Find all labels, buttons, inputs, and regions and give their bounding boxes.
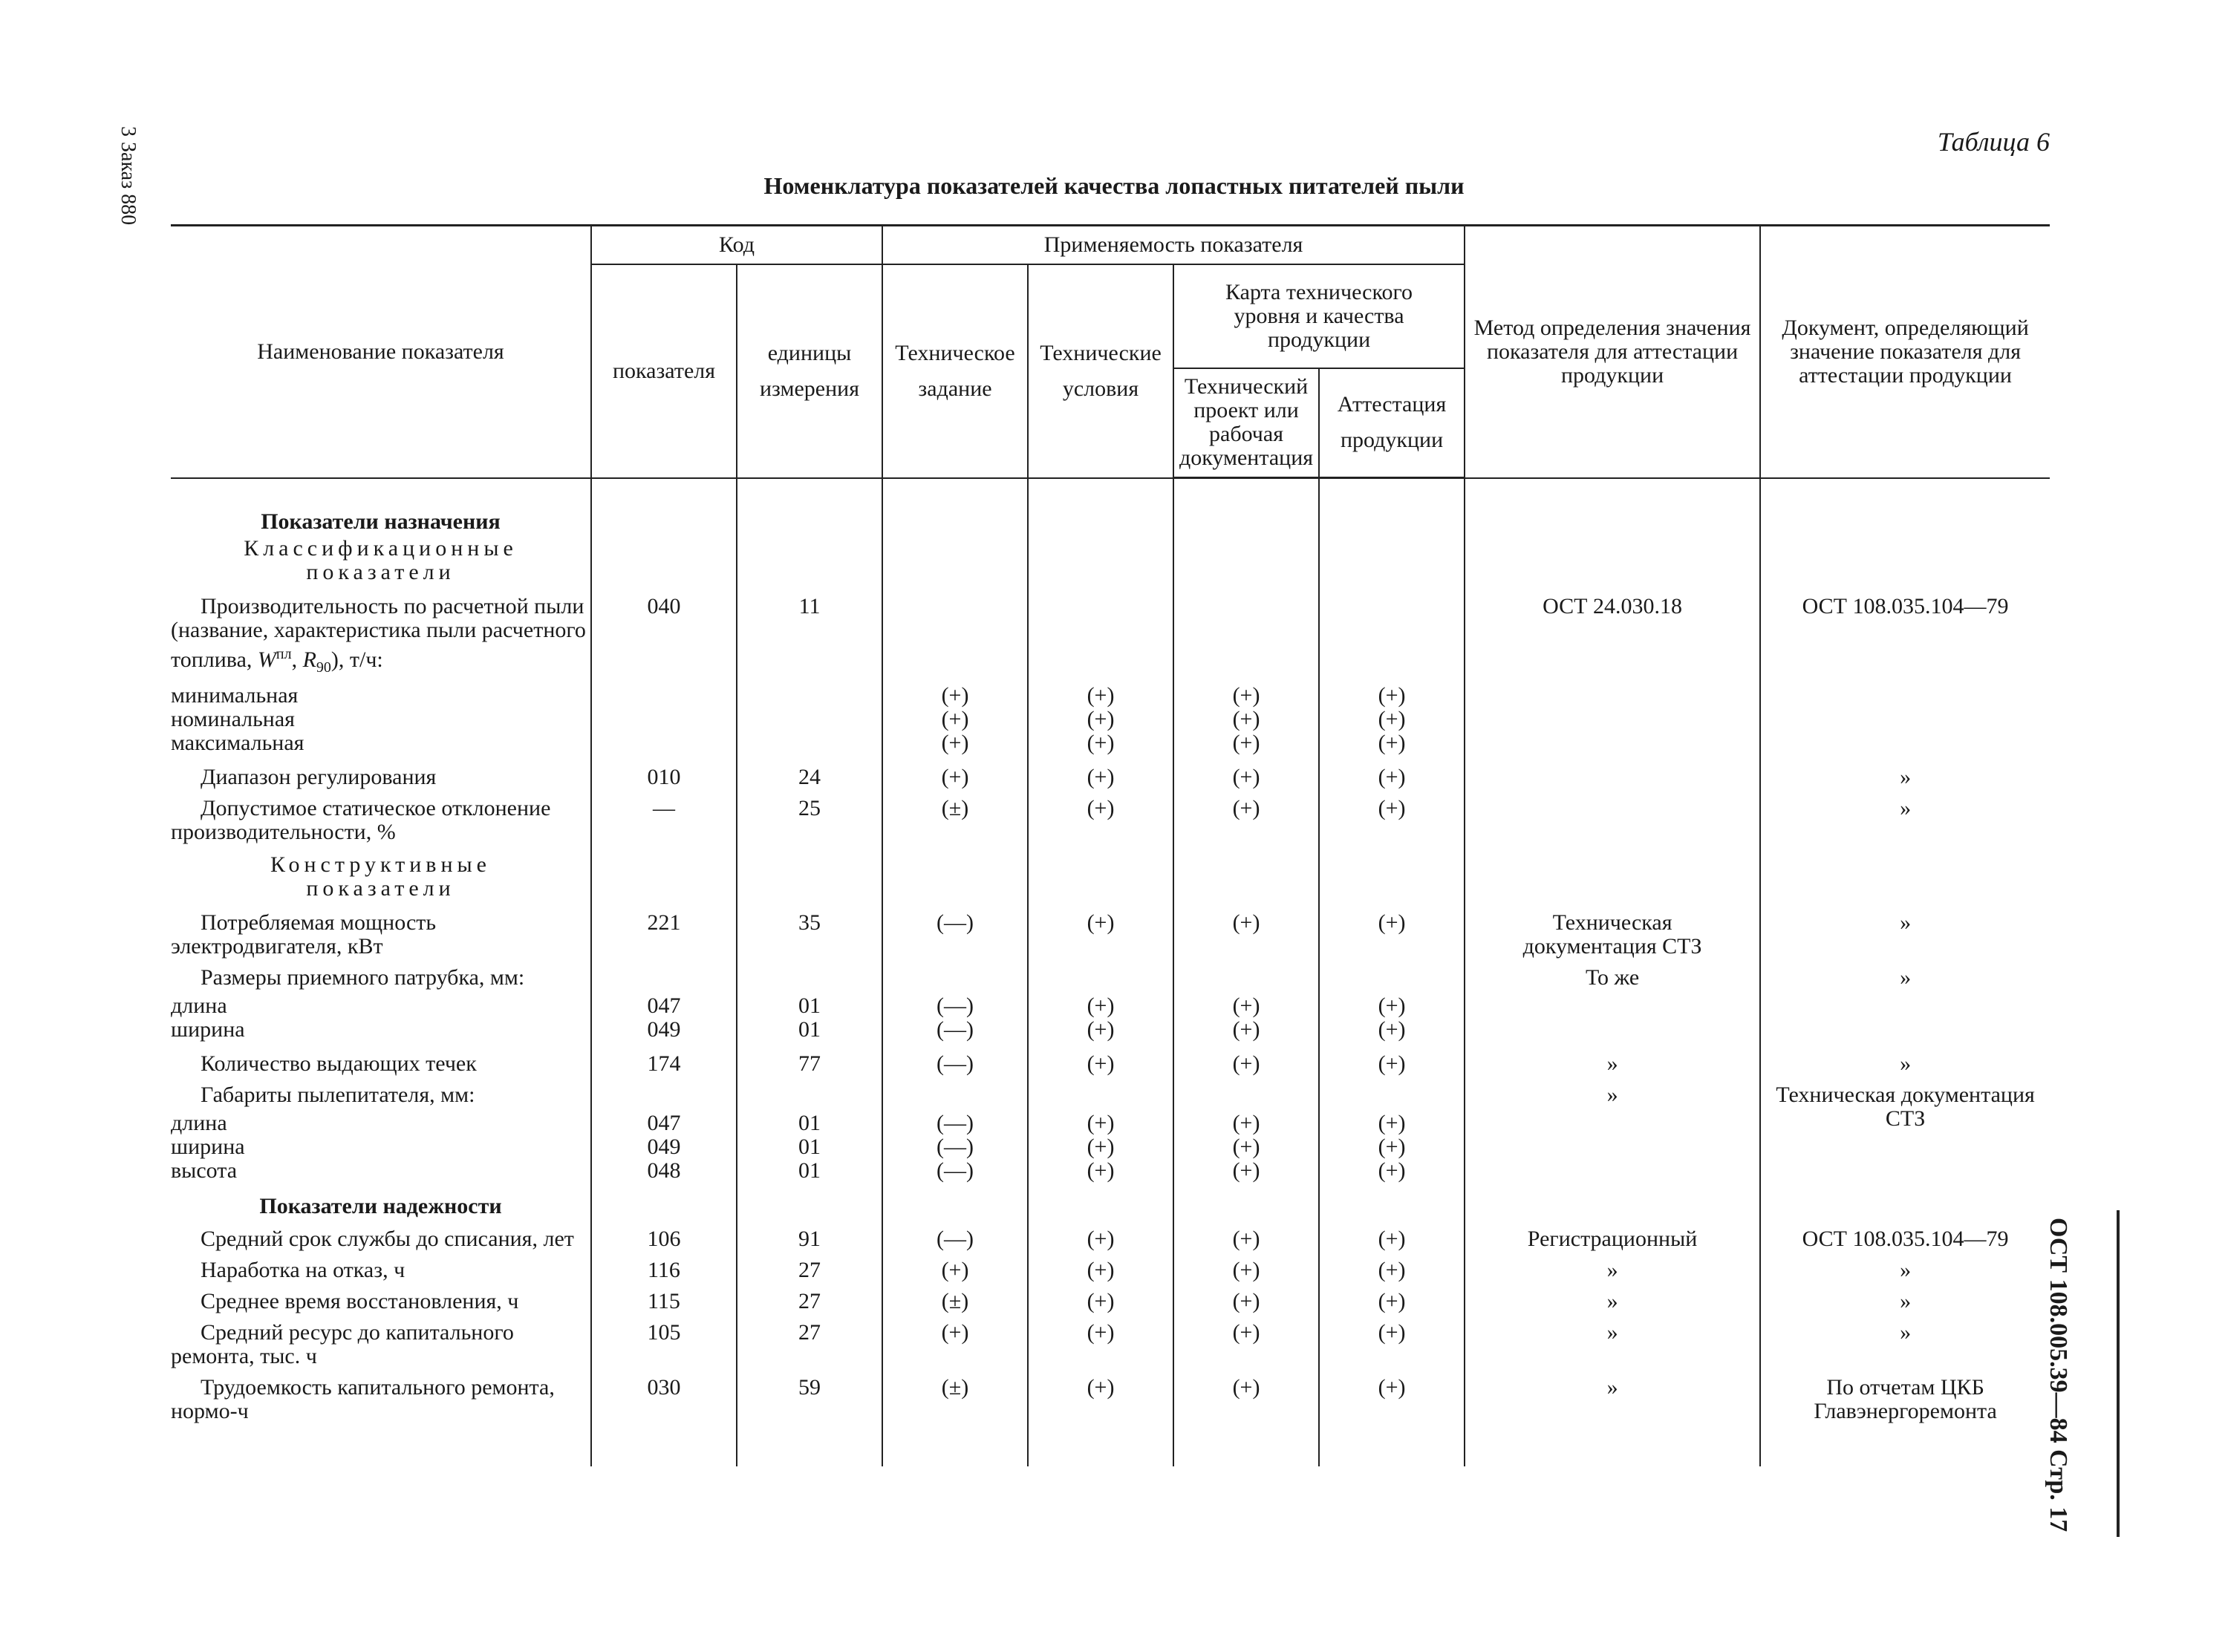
unit-cell: 27 <box>737 1256 882 1287</box>
margin-order-note: 3 Заказ 880 <box>117 126 140 226</box>
code-cell: 049 <box>591 1018 737 1049</box>
at-cell: (+) <box>1319 994 1465 1018</box>
tc-cell: (+) <box>1028 731 1173 763</box>
table-row <box>171 1224 2050 1256</box>
pr-cell: (+) <box>1173 1318 1319 1373</box>
doc-cell: » <box>1760 908 2050 963</box>
doc-cell: Техническая документация СТЗ <box>1760 1080 2050 1135</box>
row-name: Средний срок службы до списания, лет <box>171 1224 591 1256</box>
tt-cell: (—) <box>882 1049 1028 1080</box>
doc-cell: » <box>1760 1287 2050 1318</box>
table-row <box>171 731 2050 763</box>
row-name: Наработка на отказ, ч <box>171 1256 591 1287</box>
tt-cell: (+) <box>882 763 1028 794</box>
header-code-indicator: показателя <box>591 264 737 478</box>
at-cell: (+) <box>1319 1018 1465 1049</box>
at-cell: (+) <box>1319 908 1465 963</box>
row-name-end: ), т/ч: <box>330 647 383 672</box>
table-title: Номенклатура показателей качества лопастных питателей пыли <box>763 172 1465 199</box>
unit-cell: 01 <box>737 1135 882 1159</box>
header-tech-conditions-line2: условия <box>1062 376 1139 401</box>
section-row <box>171 1190 2050 1224</box>
row-name: минимальная <box>171 684 591 708</box>
doc-cell: » <box>1760 963 2050 994</box>
table-row <box>171 994 2050 1018</box>
tc-cell: (+) <box>1028 1018 1173 1049</box>
method-cell: ОСТ 24.030.18 <box>1465 592 1760 684</box>
unit-cell: 77 <box>737 1049 882 1080</box>
method-cell: Техническая документация СТЗ <box>1465 908 1760 963</box>
table-row <box>171 708 2050 731</box>
tc-cell: (+) <box>1028 1318 1173 1373</box>
r-symbol: R <box>302 647 316 672</box>
row-name: Среднее время восстановления, ч <box>171 1287 591 1318</box>
method-cell: » <box>1465 1049 1760 1080</box>
section-purpose: Показатели назначения <box>171 506 591 534</box>
code-cell: 010 <box>591 763 737 794</box>
row-name: Производительность по расчетной пыли (название, характеристика пыли расчетного топлива, $W^{пл}$, $R_{90}$), т/ч: <box>171 592 591 684</box>
tc-cell: (+) <box>1028 1159 1173 1190</box>
header-attestation <box>1319 368 1465 478</box>
unit-cell: 27 <box>737 1318 882 1373</box>
unit-cell: 24 <box>737 763 882 794</box>
r-subscript: 90 <box>316 659 331 676</box>
doc-cell: » <box>1760 794 2050 849</box>
row-name: Допустимое статическое отклонение производительности, % <box>171 794 591 849</box>
row-name-text: Производительность по расчетной пыли (название, характеристика пыли расчетного топлива, <box>171 594 586 672</box>
table-label: Таблица 6 <box>1937 127 2050 157</box>
doc-cell: » <box>1760 1318 2050 1373</box>
row-name: Габариты пылепитателя, мм: <box>171 1080 591 1111</box>
row-name: Количество выдающих течек <box>171 1049 591 1080</box>
w-symbol: W <box>257 647 276 672</box>
pr-cell: (+) <box>1173 1373 1319 1428</box>
table-row <box>171 1049 2050 1080</box>
table-row <box>171 1256 2050 1287</box>
table-row <box>171 1018 2050 1049</box>
pr-cell: (+) <box>1173 908 1319 963</box>
pr-cell: (+) <box>1173 994 1319 1018</box>
header-attestation-line2: продукции <box>1340 428 1444 453</box>
code-cell: 116 <box>591 1256 737 1287</box>
doc-cell: » <box>1760 1256 2050 1287</box>
tc-cell: (+) <box>1028 684 1173 708</box>
code-cell: 049 <box>591 1135 737 1159</box>
tc-cell: (+) <box>1028 794 1173 849</box>
code-cell: 106 <box>591 1224 737 1256</box>
doc-cell: По отчетам ЦКБ Главэнергоремонта <box>1760 1373 2050 1428</box>
method-cell: Регистрационный <box>1465 1224 1760 1256</box>
row-name: ширина <box>171 1018 591 1049</box>
at-cell: (+) <box>1319 1287 1465 1318</box>
pr-cell: (+) <box>1173 794 1319 849</box>
code-cell: 047 <box>591 1111 737 1135</box>
at-cell: (+) <box>1319 1135 1465 1159</box>
pr-cell: (+) <box>1173 763 1319 794</box>
table-row <box>171 684 2050 708</box>
at-cell: (+) <box>1319 1373 1465 1428</box>
tc-cell: (+) <box>1028 1287 1173 1318</box>
row-name: максимальная <box>171 731 591 763</box>
tc-cell: (+) <box>1028 1256 1173 1287</box>
header-tech-conditions <box>1028 264 1173 478</box>
section-row <box>171 849 2050 908</box>
row-name: длина <box>171 994 591 1018</box>
row-name: Средний ресурс до капитального ремонта, тыс. ч <box>171 1318 591 1373</box>
w-superscript: пл <box>276 646 292 662</box>
table-row <box>171 1080 2050 1111</box>
unit-cell: 01 <box>737 1111 882 1135</box>
header-code-group: Код <box>591 226 882 264</box>
tc-cell: (+) <box>1028 708 1173 731</box>
tt-cell: (—) <box>882 1135 1028 1159</box>
row-name: длина <box>171 1111 591 1135</box>
tt-cell: (+) <box>882 731 1028 763</box>
table-row <box>171 1287 2050 1318</box>
unit-cell: 01 <box>737 994 882 1018</box>
doc-cell: ОСТ 108.035.104—79 <box>1760 1224 2050 1256</box>
at-cell: (+) <box>1319 1049 1465 1080</box>
code-cell: 105 <box>591 1318 737 1373</box>
method-cell: » <box>1465 1318 1760 1373</box>
row-name: номинальная <box>171 708 591 731</box>
table-row <box>171 1318 2050 1373</box>
header-method: Метод определения значения показателя для аттестации продукции <box>1465 226 1760 478</box>
tt-cell: (+) <box>882 1256 1028 1287</box>
section-reliability: Показатели надежности <box>171 1190 591 1224</box>
table-row <box>171 1135 2050 1159</box>
table-row <box>171 908 2050 963</box>
tt-cell: (—) <box>882 1159 1028 1190</box>
unit-cell: 01 <box>737 1159 882 1190</box>
code-cell: — <box>591 794 737 849</box>
tc-cell: (+) <box>1028 1373 1173 1428</box>
pr-cell: (+) <box>1173 1287 1319 1318</box>
pr-cell: (+) <box>1173 731 1319 763</box>
tt-cell: (+) <box>882 1318 1028 1373</box>
tc-cell: (+) <box>1028 1224 1173 1256</box>
code-cell: 048 <box>591 1159 737 1190</box>
code-cell: 047 <box>591 994 737 1018</box>
tc-cell: (+) <box>1028 994 1173 1018</box>
row-name: Диапазон регулирования <box>171 763 591 794</box>
at-cell: (+) <box>1319 794 1465 849</box>
doc-cell: » <box>1760 763 2050 794</box>
header-quality-card: Карта технического уровня и качества продукции <box>1173 264 1465 368</box>
pr-cell: (+) <box>1173 684 1319 708</box>
code-cell: 040 <box>591 592 737 684</box>
row-name: ширина <box>171 1135 591 1159</box>
margin-rule <box>2117 1210 2120 1537</box>
method-cell: » <box>1465 1287 1760 1318</box>
tt-cell: (+) <box>882 684 1028 708</box>
at-cell: (+) <box>1319 1111 1465 1135</box>
tt-cell: (—) <box>882 1111 1028 1135</box>
tc-cell: (+) <box>1028 1111 1173 1135</box>
at-cell: (+) <box>1319 731 1465 763</box>
pr-cell: (+) <box>1173 1018 1319 1049</box>
pr-cell: (+) <box>1173 1111 1319 1135</box>
method-cell: » <box>1465 1080 1760 1111</box>
section-constructive: Конструктивные показатели <box>171 849 591 908</box>
tc-cell: (+) <box>1028 1135 1173 1159</box>
at-cell: (+) <box>1319 763 1465 794</box>
pr-cell: (+) <box>1173 1135 1319 1159</box>
tt-cell: (—) <box>882 908 1028 963</box>
at-cell: (+) <box>1319 1159 1465 1190</box>
row-name: Потребляемая мощность электродвигателя, кВт <box>171 908 591 963</box>
header-project: Технический проект или рабочая документация <box>1173 368 1319 478</box>
unit-cell: 59 <box>737 1373 882 1428</box>
unit-cell: 27 <box>737 1287 882 1318</box>
header-tech-conditions-line1: Технические <box>1040 340 1162 365</box>
row-name: Трудоемкость капитального ремонта, нормо-ч <box>171 1373 591 1428</box>
pr-cell: (+) <box>1173 708 1319 731</box>
table-row <box>171 963 2050 994</box>
header-name: Наименование показателя <box>171 226 591 478</box>
header-document: Документ, определяющий значение показателя для аттестации продукции <box>1760 226 2050 478</box>
tc-cell: (+) <box>1028 908 1173 963</box>
section-row <box>171 534 2050 592</box>
unit-cell: 11 <box>737 592 882 684</box>
pr-cell: (+) <box>1173 1224 1319 1256</box>
code-cell: 115 <box>591 1287 737 1318</box>
at-cell: (+) <box>1319 1318 1465 1373</box>
header-code-unit <box>737 264 882 478</box>
section-row <box>171 506 2050 534</box>
header-attestation-line1: Аттестация <box>1337 392 1447 417</box>
tt-cell: (—) <box>882 994 1028 1018</box>
table-row <box>171 794 2050 849</box>
doc-cell: ОСТ 108.035.104—79 <box>1760 592 2050 684</box>
at-cell: (+) <box>1319 1224 1465 1256</box>
table-row <box>171 1373 2050 1428</box>
at-cell: (+) <box>1319 708 1465 731</box>
unit-cell: 01 <box>737 1018 882 1049</box>
method-cell: » <box>1465 1373 1760 1428</box>
table-row <box>171 1159 2050 1190</box>
header-tech-task-line2: задание <box>918 376 992 401</box>
header-applicability: Применяемость показателя <box>882 226 1465 264</box>
code-cell: 030 <box>591 1373 737 1428</box>
code-cell: 221 <box>591 908 737 963</box>
at-cell: (+) <box>1319 684 1465 708</box>
unit-cell: 91 <box>737 1224 882 1256</box>
header-code-unit-line1: единицы <box>767 340 852 365</box>
doc-cell: » <box>1760 1049 2050 1080</box>
header-tech-task <box>882 264 1028 478</box>
pr-cell: (+) <box>1173 1049 1319 1080</box>
unit-cell: 25 <box>737 794 882 849</box>
tc-cell: (+) <box>1028 1049 1173 1080</box>
tt-cell: (—) <box>882 1224 1028 1256</box>
method-cell: То же <box>1465 963 1760 994</box>
row-name: высота <box>171 1159 591 1190</box>
pr-cell: (+) <box>1173 1159 1319 1190</box>
pr-cell: (+) <box>1173 1256 1319 1287</box>
row-name: Размеры приемного патрубка, мм: <box>171 963 591 994</box>
tt-cell: (—) <box>882 1018 1028 1049</box>
header-code-unit-line2: измерения <box>760 376 860 401</box>
at-cell: (+) <box>1319 1256 1465 1287</box>
tt-cell: (±) <box>882 794 1028 849</box>
header-tech-task-line1: Техническое <box>895 340 1015 365</box>
tt-cell: (±) <box>882 1373 1028 1428</box>
tt-cell: (±) <box>882 1287 1028 1318</box>
unit-cell: 35 <box>737 908 882 963</box>
standard-page-label: ОСТ 108.005.39—84 Стр. 17 <box>2045 1218 2072 1532</box>
tc-cell: (+) <box>1028 763 1173 794</box>
table-row <box>171 763 2050 794</box>
tt-cell: (+) <box>882 708 1028 731</box>
quality-indicators-table <box>171 224 2050 1466</box>
section-classification: Классификационные показатели <box>171 534 591 592</box>
table-row <box>171 592 2050 684</box>
code-cell: 174 <box>591 1049 737 1080</box>
method-cell: » <box>1465 1256 1760 1287</box>
